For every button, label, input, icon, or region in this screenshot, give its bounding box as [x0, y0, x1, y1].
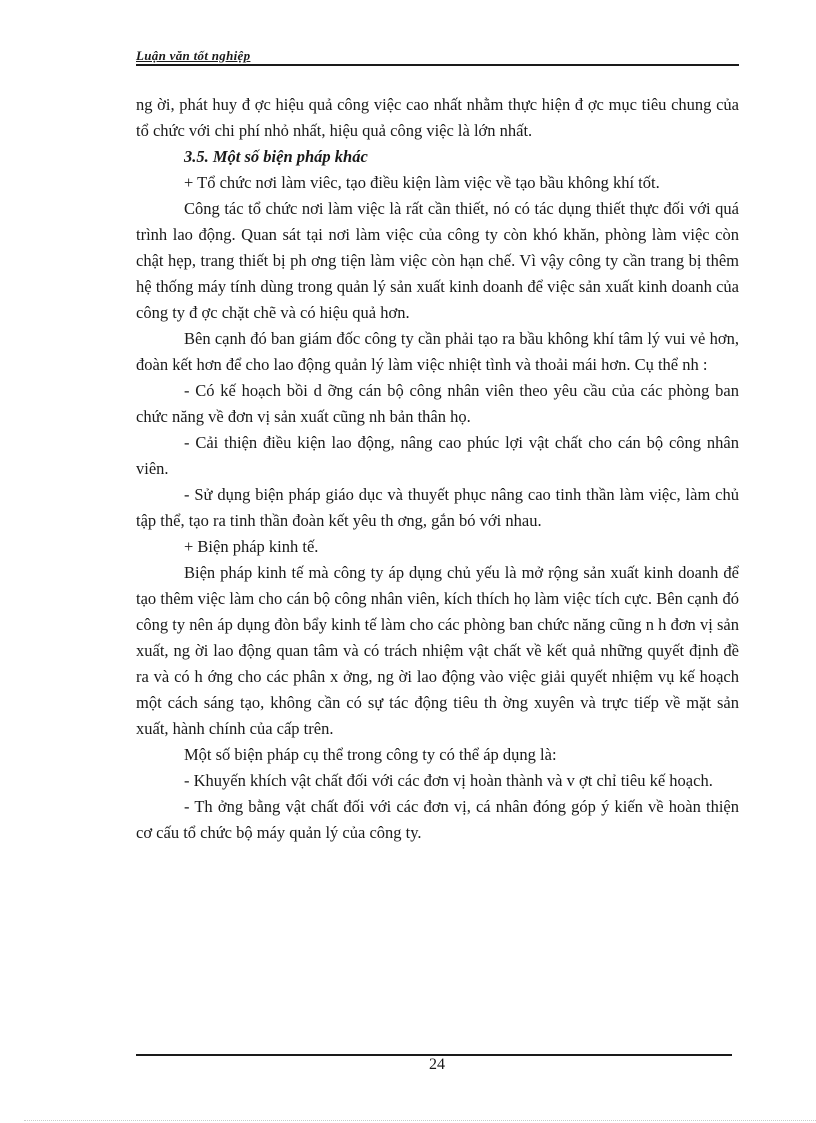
subheading: + Biện pháp kinh tế.	[184, 537, 319, 556]
list-item: - Th ởng bằng vật chất đối với các đơn vị, cá nhân đóng góp ý kiến về hoàn thiện cơ cấu tổ chức bộ máy quản lý của công ty.	[136, 797, 739, 842]
paragraph: Công tác tổ chức nơi làm việc là rất cần thiết, nó có tác dụng thiết thực đối với quá trình lao động. Quan sát tại nơi làm việc của công ty còn khó khăn, phòng làm việc còn chật hẹp, trang thiết bị ph ơng tiện làm việc còn hạn chế. Vì vậy công ty cần trang bị thêm hệ thống máy tính dùng trong quản lý sản xuất kinh doanh để việc sản xuất kinh doanh của công ty đ ợc chặt chẽ và có hiệu quả hơn.	[136, 199, 739, 322]
list-item: - Khuyến khích vật chất đối với các đơn vị hoàn thành và v ợt chỉ tiêu kế hoạch.	[184, 771, 713, 790]
paragraph: + Tổ chức nơi làm viêc, tạo điều kiện làm việc về tạo bầu không khí tốt.	[184, 173, 660, 192]
page-number: 24	[429, 1056, 445, 1073]
list-item: - Cải thiện điều kiện lao động, nâng cao phúc lợi vật chất cho cán bộ công nhân viên.	[136, 433, 739, 478]
document-body	[136, 92, 739, 846]
paragraph: Một số biện pháp cụ thể trong công ty có thể áp dụng là:	[184, 745, 557, 764]
page-header-title: Luận văn tốt nghiệp	[136, 48, 251, 63]
page-bottom-border	[24, 1120, 816, 1121]
list-item: - Sử dụng biện pháp giáo dục và thuyết phục nâng cao tinh thần làm việc, làm chủ tập thể, tạo ra tinh thần đoàn kết yêu th ơng, gắn bó với nhau.	[136, 485, 739, 530]
paragraph: Bên cạnh đó ban giám đốc công ty cần phải tạo ra bầu không khí tâm lý vui vẻ hơn, đoàn kết hơn để cho lao động quản lý làm việc nhiệt tình và thoải mái hơn. Cụ thể nh :	[136, 329, 739, 374]
paragraph: ng ời, phát huy đ ợc hiệu quả công việc cao nhất nhằm thực hiện đ ợc mục tiêu chung của tổ chức với chi phí nhỏ nhất, hiệu quả công việc là lớn nhất.	[136, 95, 739, 140]
paragraph: Biện pháp kinh tế mà công ty áp dụng chủ yếu là mở rộng sản xuất kinh doanh để tạo thêm việc làm cho cán bộ công nhân viên, kích thích họ làm việc tích cực. Bên cạnh đó công ty nên áp dụng đòn bẩy kinh tế làm cho các phòng ban chức năng cũng n h đơn vị sản xuất, ng ời lao động quan tâm và có trách nhiệm vật chất về kết quả những quyết định đề ra và có h ớng cho các phân x ởng, ng ời lao động vào việc giải quyết nhiệm vụ kế hoạch một cách sáng tạo, không cần có sự tác động tiêu th ờng xuyên và trực tiếp về mặt sản xuất, hành chính của cấp trên.	[136, 563, 739, 738]
list-item: - Có kế hoạch bồi d ỡng cán bộ công nhân viên theo yêu cầu của các phòng ban chức năng về đơn vị sản xuất cũng nh bản thân họ.	[136, 381, 739, 426]
section-heading: 3.5. Một số biện pháp khác	[184, 147, 368, 166]
header-divider	[136, 64, 739, 66]
